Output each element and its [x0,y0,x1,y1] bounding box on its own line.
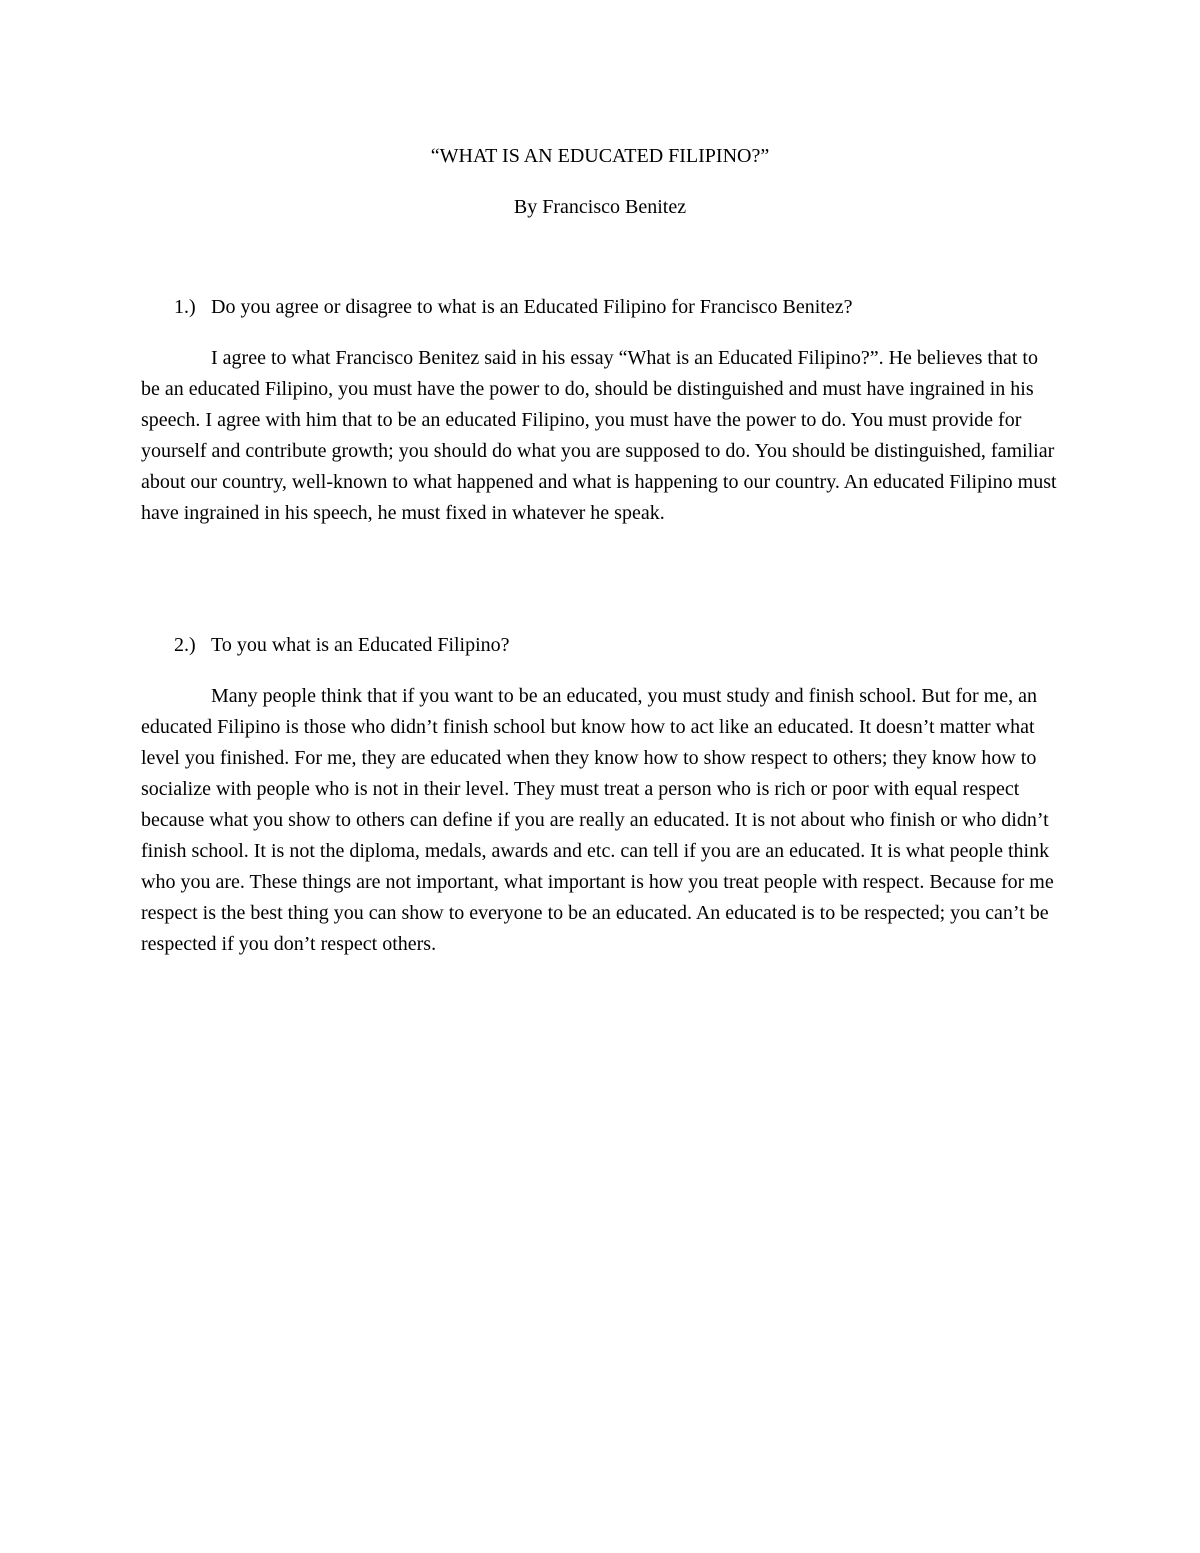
question-2-text: To you what is an Educated Filipino? [211,634,510,656]
document-title: “WHAT IS AN EDUCATED FILIPINO?” [430,145,770,167]
answer-1-paragraph: I agree to what Francisco Benitez said in his essay “What is an Educated Filipino?”. He believes that to be an educated Filipino, you must have the power to do, should be distinguished and must have ingrained in his speech. I agree with him that to be an educated Filipino, you must have the power to do. You must provide for yourself and contribute growth; you should do what you are supposed to do. You should be distinguished, familiar about our country, well-known to what happened and what is happening to our country. An educated Filipino must have ingrained in his speech, he must fixed in whatever he speak. [141,347,1057,524]
answer-2-paragraph: Many people think that if you want to be an educated, you must study and finish school. But for me, an educated Filipino is those who didn’t finish school but know how to act like an educated. It doesn’t matter what level you finished. For me, they are educated when they know how to show respect to others; they know how to socialize with people who is not in their level. They must treat a person who is rich or poor with equal respect because what you show to others can define if you are really an educated. It is not about who finish or who didn’t finish school. It is not the diploma, medals, awards and etc. can tell if you are an educated. It is what people think who you are. These things are not important, what important is how you treat people with respect. Because for me respect is the best thing you can show to everyone to be an educated. An educated is to be respected; you can’t be respected if you don’t respect others. [141,685,1054,955]
question-1-number: 1.) [174,296,196,318]
question-2 [174,630,510,661]
question-1-text: Do you agree or disagree to what is an Educated Filipino for Francisco Benitez? [211,296,853,318]
question-1 [174,292,852,323]
author-byline: By Francisco Benitez [513,196,687,218]
question-2-number: 2.) [174,634,196,656]
